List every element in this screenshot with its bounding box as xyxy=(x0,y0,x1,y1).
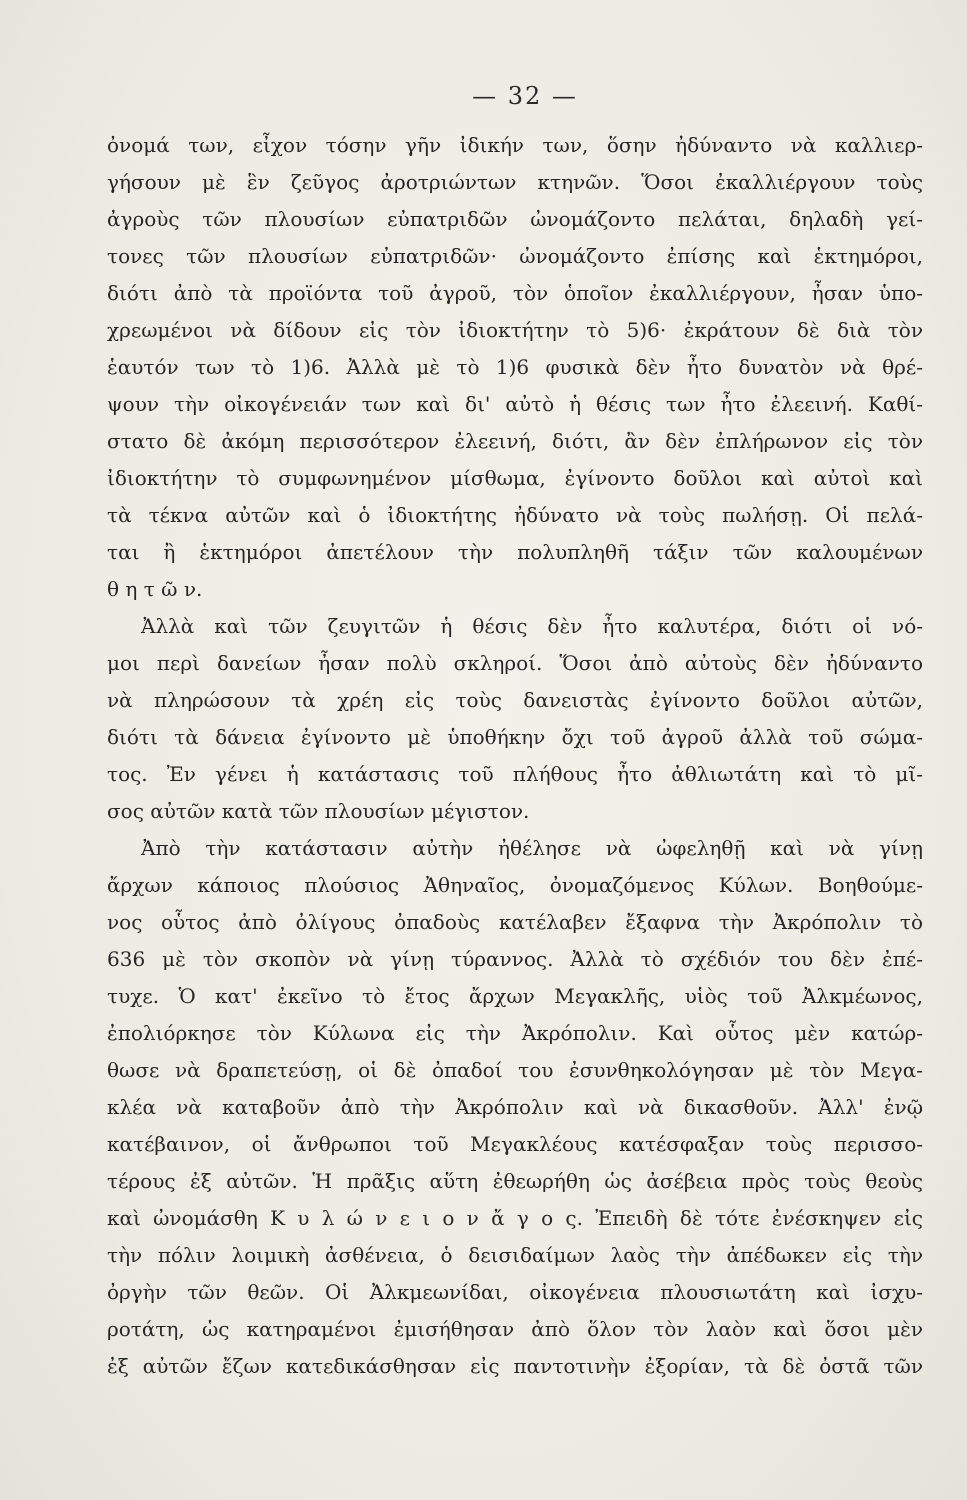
text-line: νὰ πληρώσουν τὰ χρέη εἰς τοὺς δανειστὰς ἐγίνοντο δοῦλοι αὐτῶν, xyxy=(107,688,923,712)
text-line: τος. Ἐν γένει ἡ κατάστασις τοῦ πλήθους ἦτο ἀθλιωτάτη καὶ τὸ μῖ- xyxy=(107,762,923,786)
text-line: ἀγροὺς τῶν πλουσίων εὐπατριδῶν ὠνομάζοντο πελάται, δηλαδὴ γεί- xyxy=(107,207,923,231)
text-line: στατο δὲ ἀκόμη περισσότερον ἐλεεινή, διότι, ἂν δὲν ἐπλήρωνον εἰς τὸν xyxy=(107,429,923,453)
text-line: Ἀπὸ τὴν κατάστασιν αὐτὴν ἠθέλησε νὰ ὠφεληθῇ καὶ νὰ γίνῃ xyxy=(141,836,923,860)
text-line: ἐξ αὐτῶν ἔζων κατεδικάσθησαν εἰς παντοτινὴν ἐξορίαν, τὰ δὲ ὀστᾶ τῶν xyxy=(107,1354,923,1378)
text-line: θ η τ ῶ ν. xyxy=(107,577,203,601)
text-line: τὰ τέκνα αὐτῶν καὶ ὁ ἰδιοκτήτης ἠδύνατο νὰ τοὺς πωλήσῃ. Οἱ πελά- xyxy=(107,503,923,527)
text-line: χρεωμένοι νὰ δίδουν εἰς τὸν ἰδιοκτήτην τὸ 5)6· ἐκράτουν δὲ διὰ τὸν xyxy=(107,318,923,342)
text-line: μοι περὶ δανείων ἦσαν πολὺ σκληροί. Ὅσοι ἀπὸ αὐτοὺς δὲν ἠδύναντο xyxy=(107,651,923,675)
text-line: γήσουν μὲ ἓν ζεῦγος ἀροτριώντων κτηνῶν. Ὅσοι ἐκαλλιέργουν τοὺς xyxy=(107,170,923,194)
text-line: ἄρχων κάποιος πλούσιος Ἀθηναῖος, ὀνομαζόμενος Κύλων. Βοηθούμε- xyxy=(107,873,923,897)
text-line: ἑαυτόν των τὸ 1)6. Ἀλλὰ μὲ τὸ 1)6 φυσικὰ δὲν ἦτο δυνατὸν νὰ θρέ- xyxy=(107,355,923,379)
text-line: διότι ἀπὸ τὰ προϊόντα τοῦ ἀγροῦ, τὸν ὁποῖον ἐκαλλιέργουν, ἦσαν ὑπο- xyxy=(107,281,923,305)
text-line: ροτάτη, ὡς κατηραμένοι ἐμισήθησαν ἀπὸ ὅλον τὸν λαὸν καὶ ὅσοι μὲν xyxy=(107,1317,923,1341)
text-line: θωσε νὰ δραπετεύσῃ, οἱ δὲ ὀπαδοί του ἐσυνθηκολόγησαν μὲ τὸν Μεγα- xyxy=(107,1058,923,1082)
text-line: 636 μὲ τὸν σκοπὸν νὰ γίνῃ τύραννος. Ἀλλὰ τὸ σχέδιόν του δὲν ἐπέ- xyxy=(107,947,923,971)
body-text xyxy=(107,127,923,1385)
text-line: ἰδιοκτήτην τὸ συμφωνημένον μίσθωμα, ἐγίνοντο δοῦλοι καὶ αὐτοὶ καὶ xyxy=(107,466,923,490)
text-line: τονες τῶν πλουσίων εὐπατριδῶν· ὠνομάζοντο ἐπίσης καὶ ἑκτημόροι, xyxy=(107,244,923,268)
page-number: — 32 — xyxy=(472,82,578,110)
text-line: ὀνομά των, εἶχον τόσην γῆν ἰδικήν των, ὅσην ἠδύναντο νὰ καλλιερ- xyxy=(107,133,923,157)
text-line: κλέα νὰ καταβοῦν ἀπὸ τὴν Ἀκρόπολιν καὶ νὰ δικασθοῦν. Ἀλλ' ἐνῷ xyxy=(107,1095,923,1119)
text-line: Ἀλλὰ καὶ τῶν ζευγιτῶν ἡ θέσις δὲν ἦτο καλυτέρα, διότι οἱ νό- xyxy=(141,614,923,638)
text-line: ἐπολιόρκησε τὸν Κύλωνα εἰς τὴν Ἀκρόπολιν. Καὶ οὗτος μὲν κατώρ- xyxy=(107,1021,923,1045)
text-line: ται ἢ ἑκτημόροι ἀπετέλουν τὴν πολυπληθῆ τάξιν τῶν καλουμένων xyxy=(107,540,923,564)
text-line: διότι τὰ δάνεια ἐγίνοντο μὲ ὑποθήκην ὄχι τοῦ ἀγροῦ ἀλλὰ τοῦ σώμα- xyxy=(107,725,923,749)
text-line: σος αὐτῶν κατὰ τῶν πλουσίων μέγιστον. xyxy=(107,799,530,823)
text-line: νος οὗτος ἀπὸ ὀλίγους ὀπαδοὺς κατέλαβεν ἔξαφνα τὴν Ἀκρόπολιν τὸ xyxy=(107,910,923,934)
text-line: ψουν τὴν οἰκογένειάν των καὶ δι' αὐτὸ ἡ θέσις των ἦτο ἐλεεινή. Καθί- xyxy=(107,392,923,416)
text-line: ὀργὴν τῶν θεῶν. Οἱ Ἀλκμεωνίδαι, οἰκογένεια πλουσιωτάτη καὶ ἰσχυ- xyxy=(107,1280,923,1304)
text-line: κατέβαινον, οἱ ἄνθρωποι τοῦ Μεγακλέους κατέσφαξαν τοὺς περισσο- xyxy=(107,1132,923,1156)
text-line: τυχε. Ὁ κατ' ἐκεῖνο τὸ ἔτος ἄρχων Μεγακλῆς, υἱὸς τοῦ Ἀλκμέωνος, xyxy=(107,984,923,1008)
text-line: τέρους ἐξ αὐτῶν. Ἡ πρᾶξις αὕτη ἐθεωρήθη ὡς ἀσέβεια πρὸς τοὺς θεοὺς xyxy=(107,1169,923,1193)
text-line: τὴν πόλιν λοιμικὴ ἀσθένεια, ὁ δεισιδαίμων λαὸς τὴν ἀπέδωκεν εἰς τὴν xyxy=(107,1243,923,1267)
text-line: καὶ ὠνομάσθη Κ υ λ ώ ν ε ι ο ν ἄ γ ο ς. Ἐπειδὴ δὲ τότε ἐνέσκηψεν εἰς xyxy=(107,1206,923,1230)
